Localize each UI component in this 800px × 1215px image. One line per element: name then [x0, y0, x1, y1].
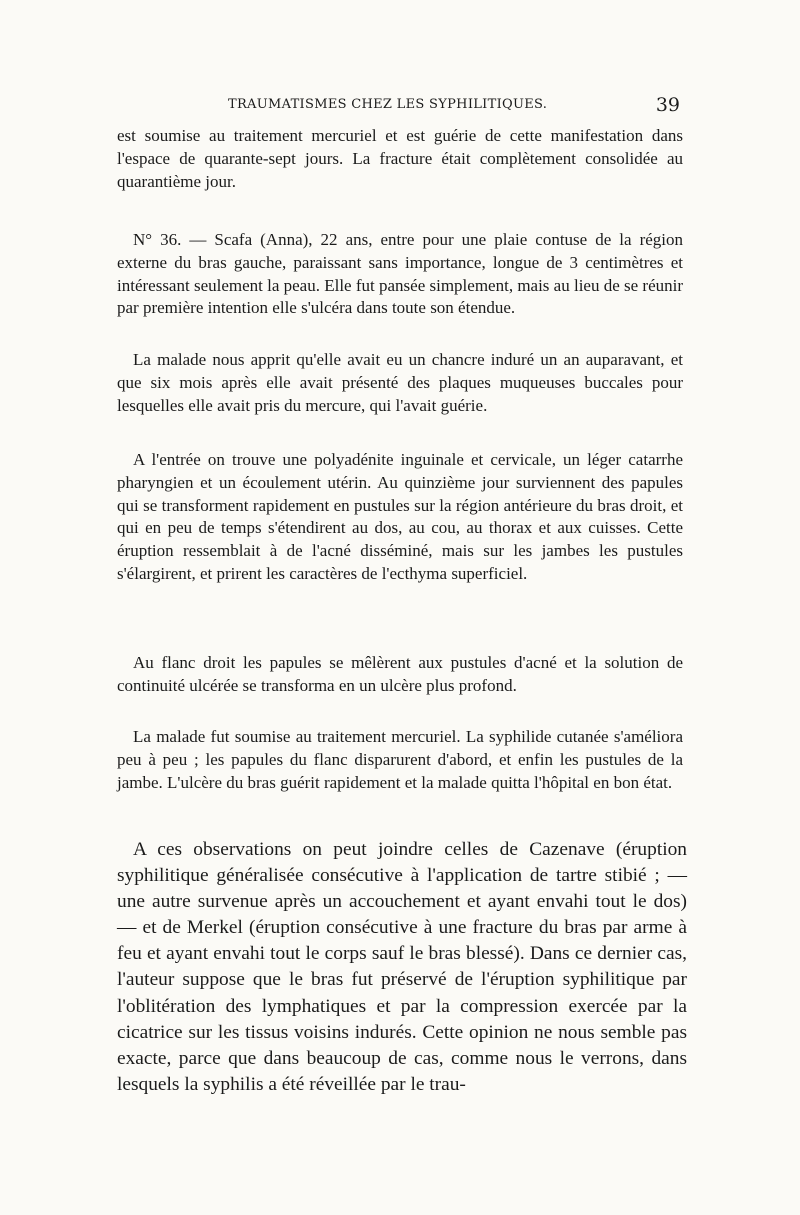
paragraph-5	[117, 652, 683, 698]
paragraph-3	[117, 349, 683, 417]
page-number: 39	[655, 94, 680, 116]
paragraph-4-text: A l'entrée on trouve une polyadénite inguinale et cervicale, un léger catarrhe pharyngien et un écoulement utérin. Au quinzième jour surviennent des papules qui se transforment rapidement en pustules sur la région antérieure du bras droit, et qui en peu de temps s'étendirent au dos, au cou, au thorax et aux cuisses. Cette éruption ressemblait à de l'acné disséminé, mais sur les jambes les pustules s'élargirent, et prirent les caractères de l'ecthyma superficiel.	[117, 450, 683, 583]
paragraph-2-text: N° 36. — Scafa (Anna), 22 ans, entre pour une plaie contuse de la région externe du bras gauche, paraissant sans importance, longue de 3 centimètres et intéressant seulement la peau. Elle fut pansée simplement, mais au lieu de se réunir par première intention elle s'ulcéra dans toute son étendue.	[117, 230, 684, 318]
paragraph-7	[117, 837, 687, 1098]
paragraph-1-text: est soumise au traitement mercuriel et est guérie de cette manifestation dans l'espace de quarante-sept jours. La fracture était complètement consolidée au quarantième jour.	[117, 126, 683, 191]
paragraph-7-text: A ces observations on peut joindre celles de Cazenave (éruption syphilitique généralisée consécutive à l'application de tartre stibié ; — une autre survenue après un accouchement et ayant envahi tout le dos) — et de Merkel (éruption consécutive à une fracture du bras par arme à feu et ayant envahi tout le corps sauf le bras blessé). Dans ce dernier cas, l'auteur suppose que le bras fut préservé de l'éruption syphilitique par l'oblitération des lymphatiques et par la compression exercée par la cicatrice sur les tissus voisins indurés. Cette opinion ne nous semble pas exacte, parce que dans beaucoup de cas, comme nous le verrons, dans lesquels la syphilis a été réveillée par le trau-	[117, 839, 687, 1095]
paragraph-6-text: La malade fut soumise au traitement mercuriel. La syphilide cutanée s'améliora peu à peu ; les papules du flanc disparurent d'abord, et enfin les pustules de la jambe. L'ulcère du bras guérit rapidement et la malade quitta l'hôpital en bon état.	[117, 727, 683, 792]
paragraph-1	[117, 125, 683, 193]
page-header	[200, 94, 680, 118]
paragraph-6	[117, 726, 683, 794]
paragraph-5-text: Au flanc droit les papules se mêlèrent aux pustules d'acné et la solution de continuité ulcérée se transforma en un ulcère plus profond.	[117, 653, 683, 695]
paragraph-2	[117, 229, 683, 320]
running-title: TRAUMATISMES CHEZ LES SYPHILITIQUES.	[228, 97, 548, 112]
paragraph-4	[117, 449, 683, 586]
paragraph-3-text: La malade nous apprit qu'elle avait eu un chancre induré un an auparavant, et que six mois après elle avait présenté des plaques muqueuses buccales pour lesquelles elle avait pris du mercure, qui l'avait guérie.	[117, 350, 683, 415]
